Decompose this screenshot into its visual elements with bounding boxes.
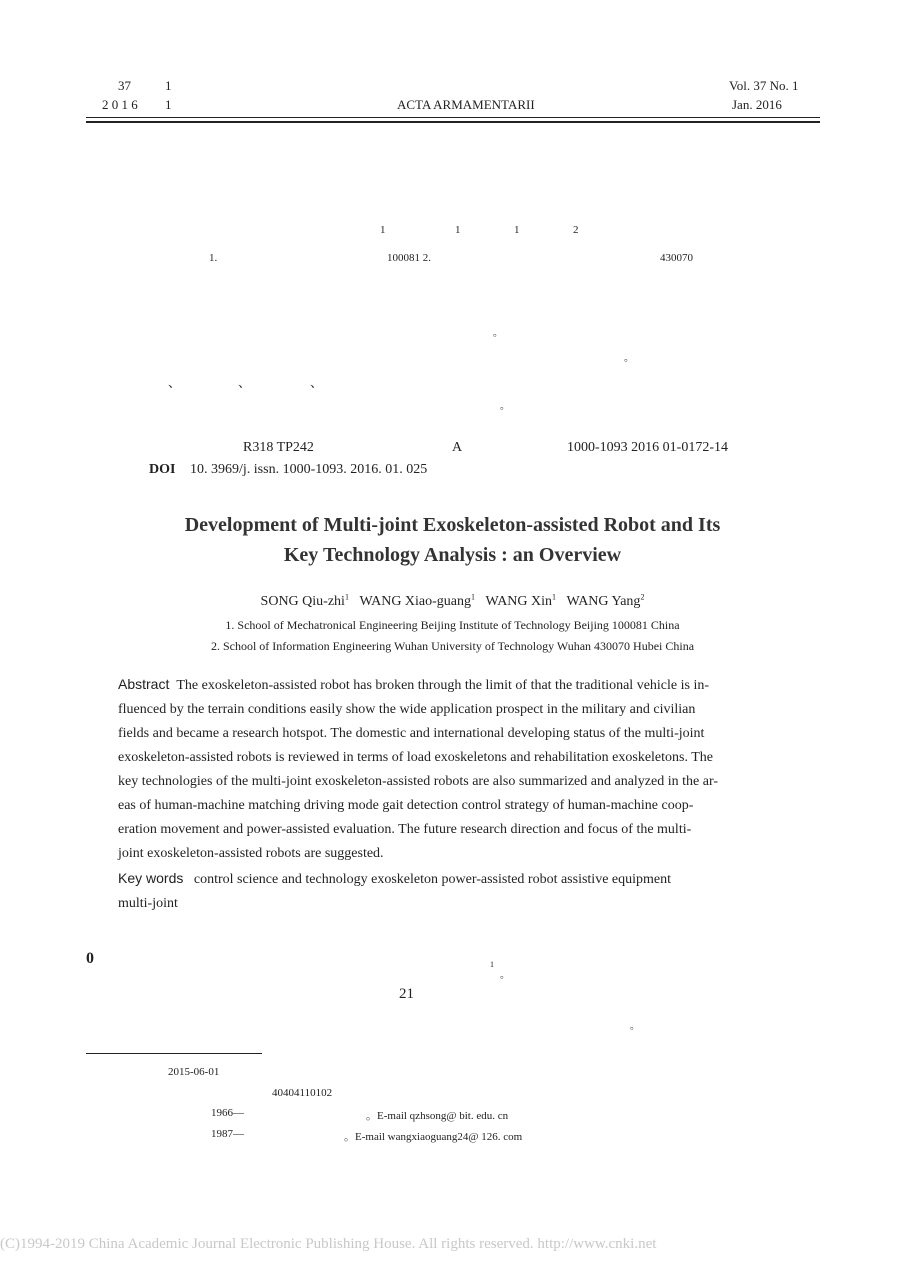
abstract-line: fields and became a research hotspot. The domestic and international developing status of the multi-joint (118, 726, 705, 741)
author-name: WANG Xin (485, 594, 553, 609)
intro-stop-1: 。 (500, 970, 510, 981)
intro-number-21: 21 (399, 986, 414, 1002)
author-superscript: 1 (471, 592, 476, 602)
author-superscript: 2 (640, 592, 645, 602)
cn-affiliation-zip-1: 100081 2. (387, 252, 431, 264)
english-title-line-1: Development of Multi-joint Exoskeleton-assisted Robot and Its (184, 514, 721, 536)
cn-author-sup-3: 1 (514, 224, 520, 236)
clc-number: R318 TP242 (243, 440, 314, 455)
author-superscript: 1 (552, 592, 557, 602)
author-name: WANG Xiao-guang (359, 594, 472, 609)
abstract-line: exoskeleton-assisted robots is reviewed in terms of load exoskeletons and rehabilitation exoskeletons. The (118, 750, 713, 765)
reference-superscript: 1 (490, 960, 494, 969)
author1-email: 。E-mail qzhsong@ bit. edu. cn (366, 1110, 509, 1122)
author2-email: 。E-mail wangxiaoguang24@ 126. com (344, 1131, 523, 1143)
fund-number: 40404110102 (272, 1087, 333, 1099)
header-issue-cn: 1 (165, 78, 172, 93)
cn-affiliation-zip-2: 430070 (660, 252, 693, 264)
abstract-line: eration movement and power-assisted evaluation. The future research direction and focus of the multi- (118, 822, 692, 837)
intro-stop-2: 。 (630, 1021, 640, 1032)
english-affiliation-2: 2. School of Information Engineering Wuhan University of Technology Wuhan 430070 Hubei China (210, 639, 695, 653)
abstract-line: joint exoskeleton-assisted robots are suggested. (118, 846, 384, 861)
keywords-text: control science and technology exoskeleton power-assisted robot assistive equipment (193, 872, 672, 887)
keywords-label: Key words (118, 870, 184, 886)
author-name: WANG Yang (566, 594, 641, 609)
cn-affiliation-number-1: 1. (209, 252, 218, 264)
abstract-label: Abstract (118, 676, 170, 692)
author2-birth-year: 1987— (211, 1128, 244, 1140)
cn-abstract-stop-1: 。 (493, 328, 503, 339)
header-rule-top (86, 117, 820, 118)
doi-label: DOI (149, 462, 176, 477)
abstract-line: fluenced by the terrain conditions easily show the wide application prospect in the military and civilian (118, 702, 696, 717)
section-number-0: 0 (86, 950, 94, 967)
keywords-line (118, 866, 804, 892)
cn-author-sup-1: 1 (380, 224, 386, 236)
header-rule-bottom (86, 121, 820, 123)
header-year-cn: 2 0 1 6 (102, 97, 138, 112)
english-title-line-2: Key Technology Analysis : an Overview (283, 544, 622, 566)
cn-abstract-stop-3: 。 (500, 401, 510, 412)
abstract-line: Abstract The exoskeleton-assisted robot has broken through the limit of that the traditional vehicle is in- (118, 676, 710, 693)
cn-author-sup-4: 2 (573, 224, 579, 236)
header-month-cn: 1 (165, 97, 172, 112)
keywords-line: multi-joint (118, 896, 178, 911)
abstract-line: key technologies of the multi-joint exoskeleton-assisted robots are also summarized and analyzed in the ar- (118, 774, 718, 789)
article-id: 1000-1093 2016 01-0172-14 (567, 440, 728, 455)
author1-birth-year: 1966— (211, 1107, 244, 1119)
doi-value: 10. 3969/j. issn. 1000-1093. 2016. 01. 025 (190, 462, 428, 477)
copyright-watermark: (C)1994-2019 China Academic Journal Electronic Publishing House. All rights reserved. http://www.cnki.net (0, 1236, 657, 1252)
cn-keyword-separator-2: 、 (238, 375, 252, 390)
header-volume-en: Vol. 37 No. 1 (729, 78, 799, 93)
document-code: A (452, 440, 463, 455)
footnote-rule (86, 1053, 262, 1054)
abstract-line: eas of human-machine matching driving mode gait detection control strategy of human-machine coop- (118, 798, 694, 813)
cn-keyword-separator-1: 、 (168, 375, 182, 390)
cn-abstract-stop-2: 。 (624, 353, 634, 364)
received-date: 2015-06-01 (168, 1066, 220, 1078)
author-name: SONG Qiu-zhi (260, 594, 345, 609)
english-authors (0, 594, 905, 610)
cn-keyword-separator-3: 、 (310, 375, 324, 390)
english-affiliation-1: 1. School of Mechatronical Engineering Beijing Institute of Technology Beijing 100081 China (225, 618, 680, 632)
header-volume-cn: 37 (118, 78, 131, 93)
cn-author-sup-2: 1 (455, 224, 461, 236)
header-date-en: Jan. 2016 (732, 97, 782, 112)
journal-name: ACTA ARMAMENTARII (397, 97, 535, 112)
english-abstract (118, 672, 804, 916)
author-superscript: 1 (344, 592, 349, 602)
